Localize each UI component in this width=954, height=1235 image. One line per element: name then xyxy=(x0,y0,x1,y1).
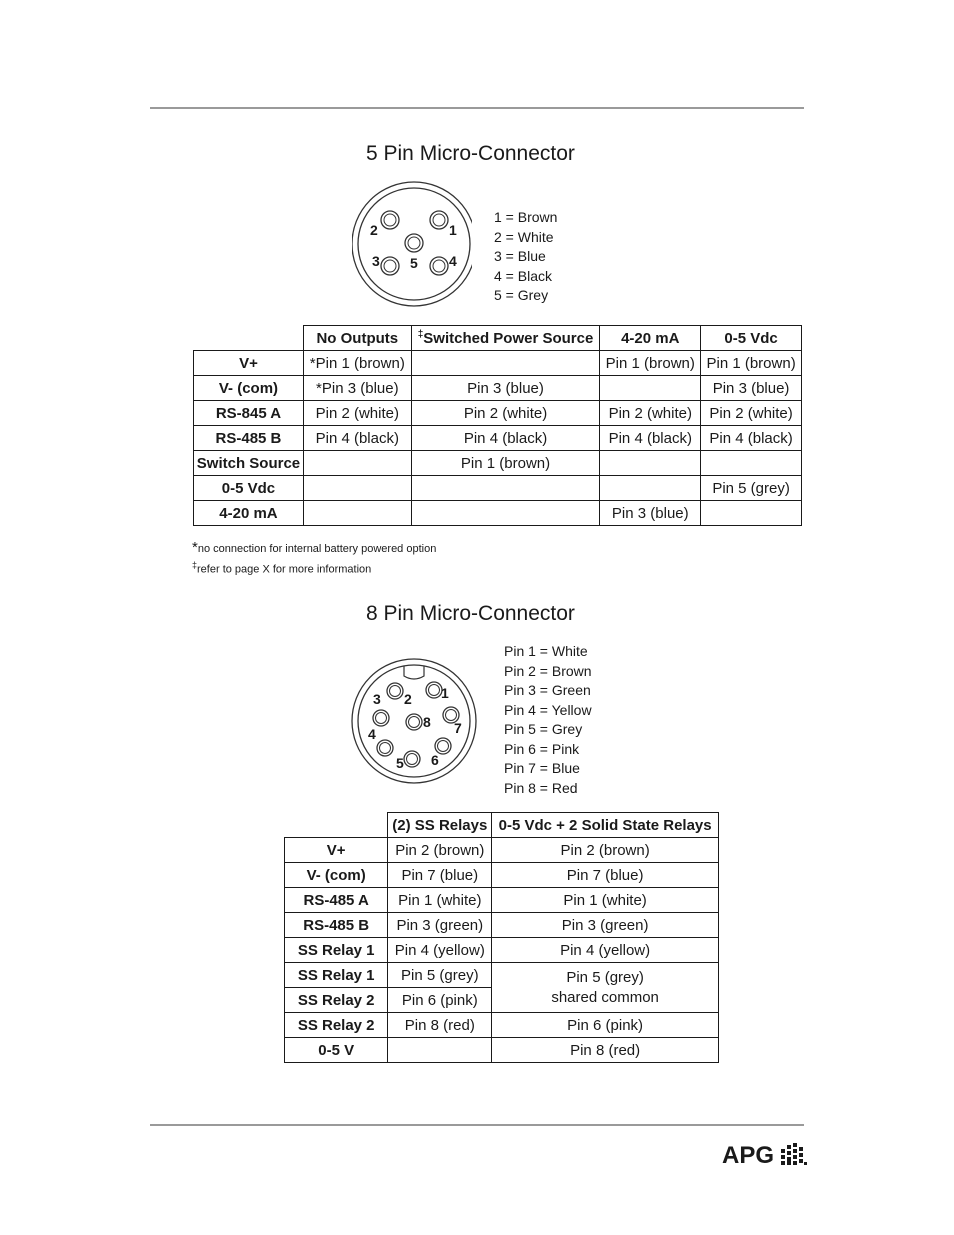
row-header: V+ xyxy=(194,351,304,376)
table-cell: Pin 3 (blue) xyxy=(701,376,802,401)
table-cell: Pin 2 (brown) xyxy=(492,838,719,863)
table-cell: Pin 1 (brown) xyxy=(600,351,701,376)
table-cell xyxy=(701,451,802,476)
legend-item: 3 = Blue xyxy=(494,248,546,264)
table-row xyxy=(194,351,802,376)
legend-item: Pin 1 = White xyxy=(504,643,588,659)
table-cell: Pin 2 (white) xyxy=(303,401,411,426)
table-row xyxy=(285,888,719,913)
col-header: ‡Switched Power Source xyxy=(411,326,600,351)
eight-pin-color-legend xyxy=(504,642,592,798)
five-pin-label-1: 1 xyxy=(449,222,457,238)
five-pin-connector-diagram xyxy=(352,180,472,310)
table-cell-merged xyxy=(492,963,719,1013)
row-header: RS-485 B xyxy=(194,426,304,451)
row-header: SS Relay 1 xyxy=(285,938,388,963)
row-header: Switch Source xyxy=(194,451,304,476)
table-row xyxy=(285,938,719,963)
bottom-divider xyxy=(150,1124,804,1126)
apg-logo xyxy=(722,1142,807,1170)
table-corner xyxy=(285,813,388,838)
table-row xyxy=(285,863,719,888)
table-cell xyxy=(600,451,701,476)
table-cell xyxy=(411,351,600,376)
legend-item: Pin 3 = Green xyxy=(504,682,591,698)
legend-item: Pin 2 = Brown xyxy=(504,662,592,679)
table-cell xyxy=(600,376,701,401)
table-cell: Pin 3 (blue) xyxy=(600,501,701,526)
legend-item: Pin 6 = Pink xyxy=(504,740,580,757)
legend-item: 5 = Grey xyxy=(494,287,549,303)
table-header-row xyxy=(194,326,802,351)
table-cell: Pin 1 (white) xyxy=(388,888,492,913)
eight-pin-connector-diagram xyxy=(350,658,480,788)
section1-title: 5 Pin Micro-Connector xyxy=(366,142,575,165)
table-cell: Pin 1 (white) xyxy=(492,888,719,913)
legend-item: Pin 4 = Yellow xyxy=(504,701,592,718)
legend-item: Pin 8 = Red xyxy=(504,779,578,796)
merged-cell-line: shared common xyxy=(551,988,659,1006)
table-cell xyxy=(388,1038,492,1063)
five-pin-label-5: 5 xyxy=(410,255,418,271)
table-cell: Pin 6 (pink) xyxy=(492,1013,719,1038)
table-row xyxy=(194,401,802,426)
row-header: V- (com) xyxy=(285,863,388,888)
eight-pin-label-3: 3 xyxy=(373,691,381,707)
legend-item: Pin 7 = Blue xyxy=(504,760,580,776)
table-row xyxy=(194,426,802,451)
table-header-row xyxy=(285,813,719,838)
legend-item: 2 = White xyxy=(494,228,554,245)
table-cell: Pin 4 (black) xyxy=(701,426,802,451)
table-cell: Pin 4 (black) xyxy=(303,426,411,451)
table-cell xyxy=(303,476,411,501)
table-cell: Pin 2 (white) xyxy=(411,401,600,426)
table-cell: Pin 4 (black) xyxy=(411,426,600,451)
row-header: RS-485 B xyxy=(285,913,388,938)
top-divider xyxy=(150,107,804,109)
five-pin-label-3: 3 xyxy=(372,253,380,269)
table-cell: Pin 4 (yellow) xyxy=(492,938,719,963)
table-row xyxy=(285,1038,719,1063)
five-pin-label-2: 2 xyxy=(370,222,378,238)
table-cell: Pin 2 (white) xyxy=(600,401,701,426)
table-cell xyxy=(303,451,411,476)
table-row xyxy=(285,838,719,863)
table-cell: Pin 8 (red) xyxy=(492,1038,719,1063)
row-header: V- (com) xyxy=(194,376,304,401)
row-header: 4-20 mA xyxy=(194,501,304,526)
table-cell: Pin 5 (grey) xyxy=(701,476,802,501)
col-header: 0-5 Vdc xyxy=(701,326,802,351)
legend-item: Pin 5 = Grey xyxy=(504,721,583,737)
table-cell xyxy=(600,476,701,501)
footnotes xyxy=(192,540,436,578)
table-row xyxy=(285,913,719,938)
double-dagger-mark: ‡ xyxy=(417,329,424,340)
eight-pin-label-2: 2 xyxy=(404,691,412,707)
footnote: ‡refer to page X for more information xyxy=(192,560,372,576)
table-cell: *Pin 3 (blue) xyxy=(303,376,411,401)
legend-item: 4 = Black xyxy=(494,267,552,284)
logo-dot-grid-icon xyxy=(781,1143,807,1165)
table-row xyxy=(194,451,802,476)
table-cell: Pin 4 (yellow) xyxy=(388,938,492,963)
five-pin-color-legend xyxy=(494,208,557,306)
table-cell: Pin 5 (grey) xyxy=(388,963,492,988)
table-row xyxy=(285,963,719,988)
five-pin-label-4: 4 xyxy=(449,253,457,269)
col-header: No Outputs xyxy=(303,326,411,351)
section2-title: 8 Pin Micro-Connector xyxy=(366,602,575,625)
table-row xyxy=(285,1013,719,1038)
table-cell: Pin 1 (brown) xyxy=(411,451,600,476)
table-row xyxy=(194,501,802,526)
col-header: 0-5 Vdc + 2 Solid State Relays xyxy=(492,813,719,838)
merged-cell-line: Pin 5 (grey) xyxy=(566,968,644,986)
table-cell: Pin 7 (blue) xyxy=(492,863,719,888)
table-cell xyxy=(411,476,600,501)
eight-pin-label-7: 7 xyxy=(454,720,462,736)
eight-pin-label-5: 5 xyxy=(396,755,404,771)
col-header: 4-20 mA xyxy=(600,326,701,351)
table-cell: Pin 4 (black) xyxy=(600,426,701,451)
eight-pin-label-1: 1 xyxy=(441,685,449,701)
eight-pin-wiring-table xyxy=(284,812,719,1063)
table-corner xyxy=(194,326,304,351)
table-row xyxy=(194,376,802,401)
table-cell: Pin 6 (pink) xyxy=(388,988,492,1013)
table-cell: Pin 7 (blue) xyxy=(388,863,492,888)
legend-item: 1 = Brown xyxy=(494,209,558,225)
table-cell: Pin 3 (blue) xyxy=(411,376,600,401)
row-header: SS Relay 2 xyxy=(285,1013,388,1038)
table-row xyxy=(194,476,802,501)
table-cell: Pin 3 (green) xyxy=(492,913,719,938)
row-header: RS-845 A xyxy=(194,401,304,426)
table-cell xyxy=(411,501,600,526)
eight-pin-label-8: 8 xyxy=(423,714,431,730)
table-cell: Pin 3 (green) xyxy=(388,913,492,938)
eight-pin-label-4: 4 xyxy=(368,726,376,742)
col-header: (2) SS Relays xyxy=(388,813,492,838)
five-pin-wiring-table xyxy=(193,325,802,526)
row-header: V+ xyxy=(285,838,388,863)
row-header: 0-5 Vdc xyxy=(194,476,304,501)
table-cell xyxy=(701,501,802,526)
eight-pin-label-6: 6 xyxy=(431,752,439,768)
table-cell: *Pin 1 (brown) xyxy=(303,351,411,376)
row-header: RS-485 A xyxy=(285,888,388,913)
table-cell: Pin 2 (brown) xyxy=(388,838,492,863)
footnote: *no connection for internal battery powered option xyxy=(192,539,437,556)
table-cell: Pin 2 (white) xyxy=(701,401,802,426)
row-header: 0-5 V xyxy=(285,1038,388,1063)
table-cell: Pin 8 (red) xyxy=(388,1013,492,1038)
table-cell: Pin 1 (brown) xyxy=(701,351,802,376)
logo-text: APG xyxy=(722,1142,775,1169)
row-header: SS Relay 2 xyxy=(285,988,388,1013)
row-header: SS Relay 1 xyxy=(285,963,388,988)
table-cell xyxy=(303,501,411,526)
